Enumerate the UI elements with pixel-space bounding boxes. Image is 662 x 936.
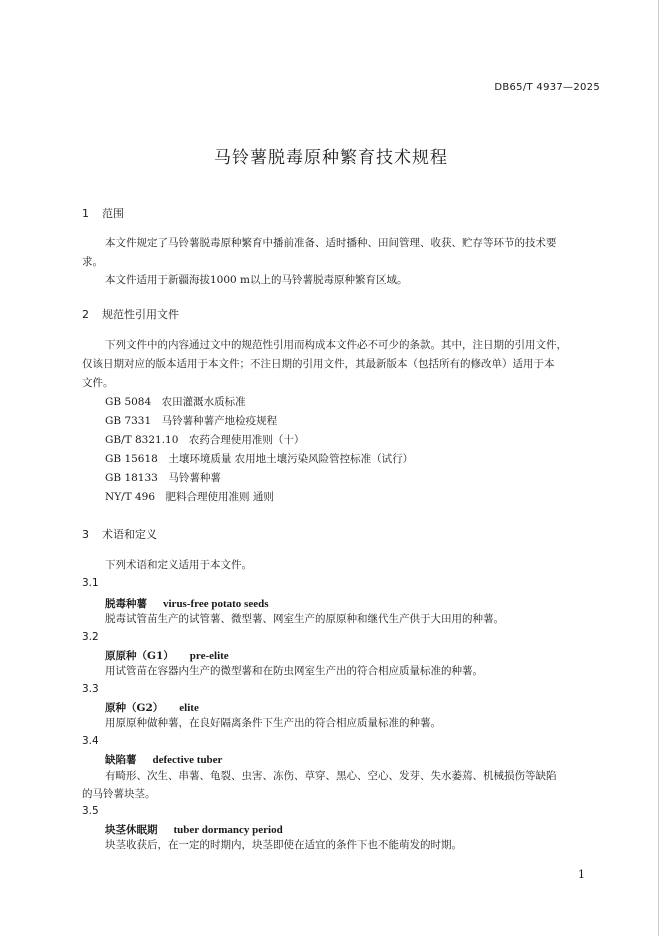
section-title: 规范性引用文件 [102, 308, 179, 321]
refs-intro-line: 文件。 [82, 377, 114, 389]
term-definition: 有畸形、次生、串薯、龟裂、虫害、冻伤、草穿、黑心、空心、发芽、失水萎蔫、机械损伤等缺陷 [105, 770, 557, 782]
refs-intro-line: 仅该日期对应的版本适用于本文件；不注日期的引用文件，其最新版本（包括所有的修改单）适用于本 [82, 358, 555, 370]
term-definition: 用试管苗在容器内生产的微型薯和在防虫网室生产出的符合相应质量标准的种薯。 [105, 665, 483, 677]
section-number: 3 [82, 528, 89, 541]
section-title: 术语和定义 [102, 528, 157, 541]
term-number: 3.3 [82, 683, 99, 695]
term-definition: 的马铃薯块茎。 [82, 788, 156, 800]
document-title: 马铃薯脱毒原种繁育技术规程 [214, 148, 448, 168]
term-number: 3.1 [82, 577, 99, 589]
standard-code: DB65/T 4937—2025 [494, 82, 600, 93]
reference-item: GB 15618 土壤环境质量 农用地土壤污染风险管控标准（试行） [105, 453, 414, 465]
scope-paragraph-line: 本文件规定了马铃薯脱毒原种繁育中播前准备、适时播种、田间管理、收获、贮存等环节的技术要 [105, 237, 557, 249]
term-definition: 用原原种做种薯，在良好隔离条件下生产出的符合相应质量标准的种薯。 [105, 717, 441, 729]
term-en: elite [179, 702, 199, 714]
term-number: 3.4 [82, 735, 99, 747]
page-number: 1 [578, 868, 585, 881]
term-heading [105, 648, 229, 663]
section-number: 1 [82, 207, 89, 220]
term-zh: 块茎休眠期 [105, 824, 158, 836]
term-zh: 原种（G2） [105, 702, 164, 714]
term-number: 3.5 [82, 805, 99, 817]
term-heading [105, 752, 222, 767]
section-number: 2 [82, 308, 89, 321]
term-zh: 脱毒种薯 [105, 598, 147, 610]
scope-paragraph-line: 求。 [82, 256, 103, 268]
term-en: pre-elite [189, 650, 229, 662]
term-number: 3.2 [82, 631, 99, 643]
reference-item: GB/T 8321.10 农药合理使用准则（十） [105, 434, 305, 446]
reference-item: GB 18133 马铃薯种薯 [105, 472, 221, 484]
terms-intro: 下列术语和定义适用于本文件。 [105, 559, 252, 571]
page-edge [658, 0, 659, 936]
term-heading [105, 822, 283, 837]
refs-intro-line: 下列文件中的内容通过文中的规范性引用而构成本文件必不可少的条款。其中，注日期的引用文件， [105, 339, 567, 351]
scope-paragraph: 本文件适用于新疆海拔1000 m以上的马铃薯脱毒原种繁育区域。 [105, 274, 408, 286]
reference-item: GB 5084 农田灌溉水质标准 [105, 396, 246, 408]
reference-item: GB 7331 马铃薯种薯产地检疫规程 [105, 415, 278, 427]
reference-item: NY/T 496 肥料合理使用准则 通则 [105, 491, 274, 503]
term-definition: 脱毒试管苗生产的试管薯、微型薯、网室生产的原原种和继代生产供于大田用的种薯。 [105, 613, 504, 625]
section-1-heading [82, 205, 124, 221]
term-heading [105, 596, 269, 611]
term-en: defective tuber [152, 754, 223, 766]
term-zh: 原原种（G1） [105, 650, 174, 662]
term-definition: 块茎收获后，在一定的时期内，块茎即使在适宜的条件下也不能萌发的时期。 [105, 839, 462, 851]
section-2-heading [82, 306, 179, 322]
section-title: 范围 [102, 207, 124, 220]
term-heading [105, 700, 199, 715]
term-en: tuber dormancy period [173, 824, 283, 836]
term-zh: 缺陷薯 [105, 754, 137, 766]
section-3-heading [82, 526, 157, 542]
term-en: virus-free potato seeds [163, 598, 269, 610]
